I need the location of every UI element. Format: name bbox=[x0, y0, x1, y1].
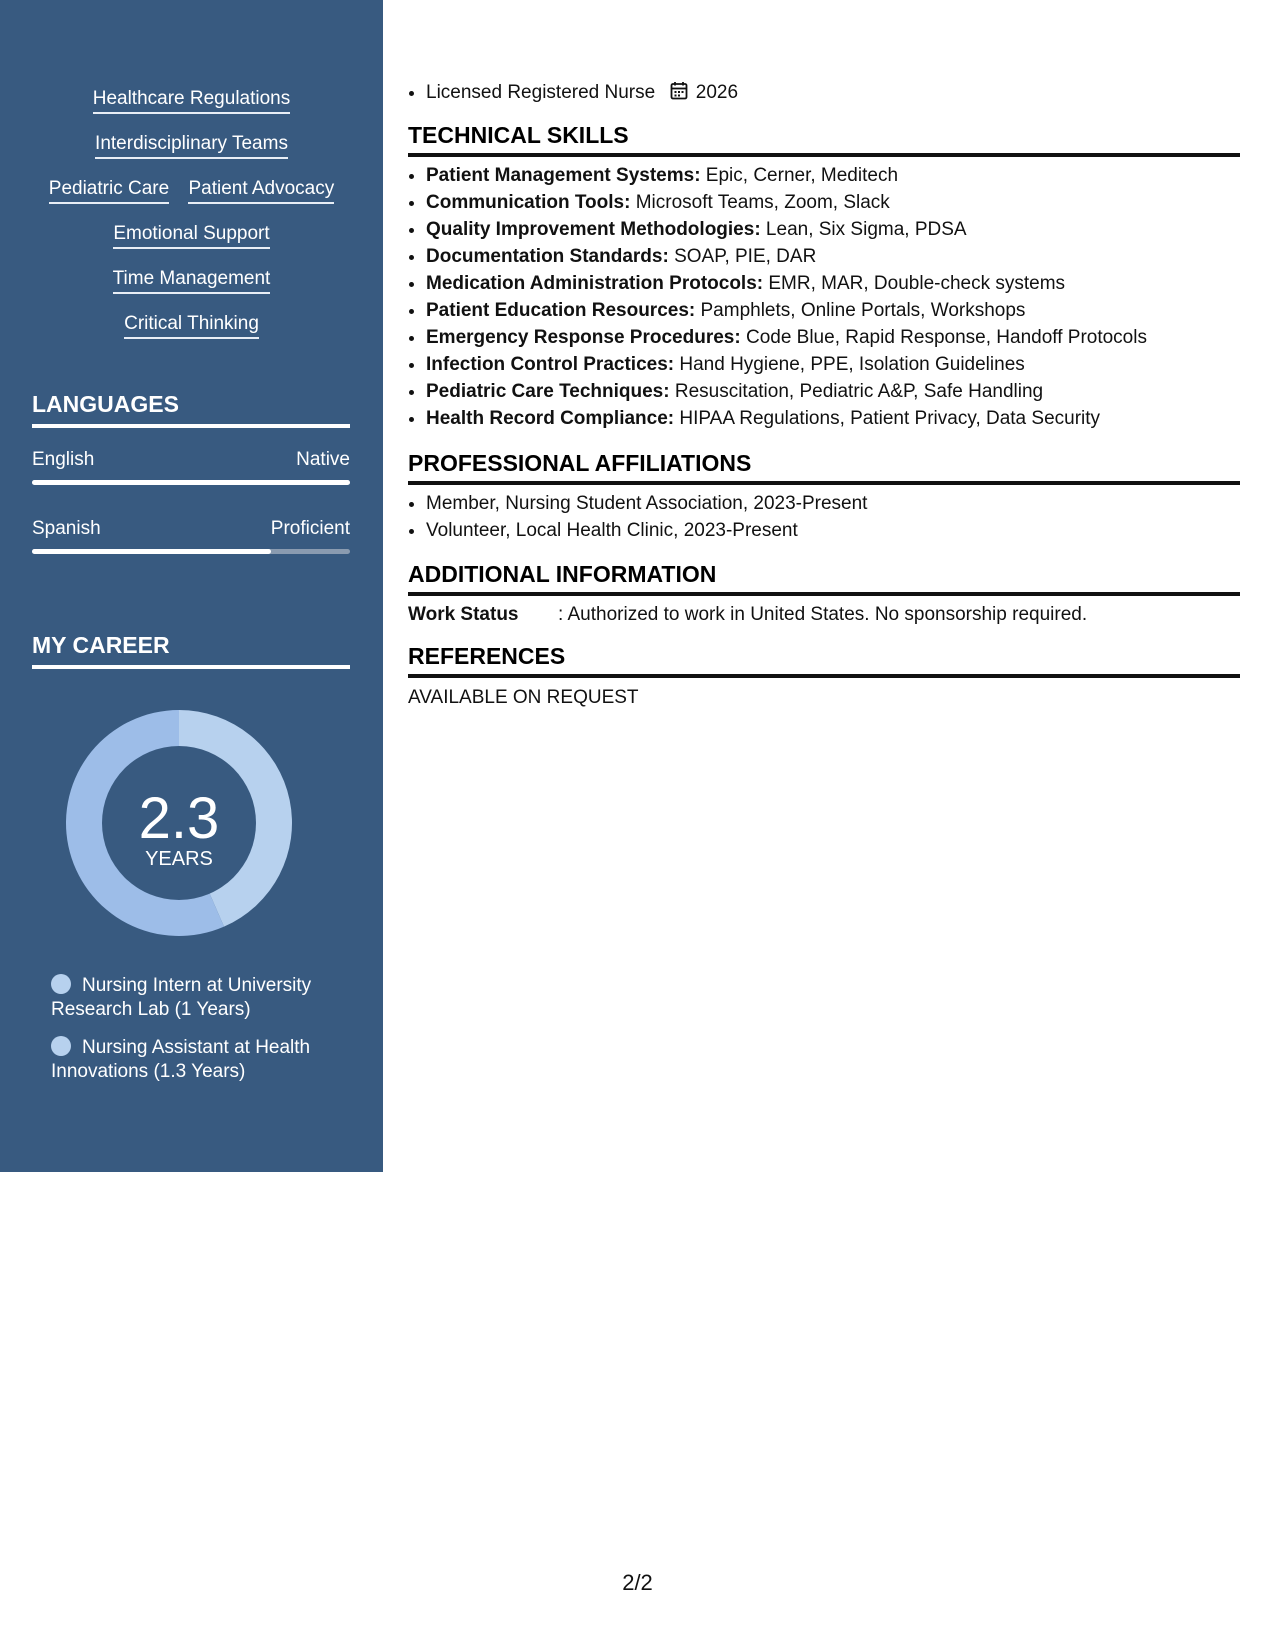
language-bar bbox=[32, 480, 350, 485]
skill-label: Documentation Standards: bbox=[426, 246, 669, 267]
career-heading: MY CAREER bbox=[32, 632, 350, 669]
language-bar-fill bbox=[32, 549, 271, 554]
sidebar bbox=[0, 0, 383, 1172]
skill-label: Emergency Response Procedures: bbox=[426, 327, 741, 348]
skill-value: SOAP, PIE, DAR bbox=[668, 246, 817, 267]
legend-dot-icon bbox=[51, 974, 71, 994]
skill-value: EMR, MAR, Double-check systems bbox=[763, 273, 1066, 294]
skill-tag: Pediatric Care bbox=[49, 178, 169, 204]
license-year: 2026 bbox=[695, 82, 739, 103]
skill-value: Pamphlets, Online Portals, Workshops bbox=[695, 300, 1026, 321]
skill-tag: Patient Advocacy bbox=[188, 178, 334, 204]
work-status-label: Work Status bbox=[408, 604, 519, 625]
license-text: Licensed Registered Nurse bbox=[426, 82, 656, 103]
technical-skill-item bbox=[426, 162, 1246, 189]
additional-info-heading: ADDITIONAL INFORMATION bbox=[408, 561, 1240, 596]
career-legend-label: Nursing Assistant at Health Innovations (1.3 Years) bbox=[51, 1037, 311, 1082]
technical-skill-item bbox=[426, 324, 1246, 351]
license-item bbox=[426, 79, 1246, 106]
skill-value: Lean, Six Sigma, PDSA bbox=[760, 219, 967, 240]
skill-value: Microsoft Teams, Zoom, Slack bbox=[630, 192, 890, 213]
skill-row bbox=[0, 223, 383, 249]
skill-row bbox=[0, 88, 383, 114]
career-legend-item bbox=[51, 974, 341, 1022]
career-total: 2.3 bbox=[138, 786, 220, 851]
affiliation-item: • Member, Nursing Student Association, 2023-Present bbox=[426, 490, 1246, 517]
page-number: 2/2 bbox=[622, 1570, 653, 1595]
technical-skill-item bbox=[426, 405, 1246, 432]
language-bar-fill bbox=[32, 480, 350, 485]
skill-row bbox=[0, 268, 383, 294]
language-name: Spanish bbox=[32, 518, 101, 539]
work-status-row bbox=[408, 601, 1240, 628]
skill-row bbox=[0, 313, 383, 339]
language-bar bbox=[32, 549, 350, 554]
affiliation-item: • Volunteer, Local Health Clinic, 2023-Present bbox=[426, 517, 1246, 544]
language-level: Proficient bbox=[270, 518, 350, 539]
skill-label: Quality Improvement Methodologies: bbox=[426, 219, 761, 240]
technical-skill-item bbox=[426, 351, 1246, 378]
career-donut-chart bbox=[64, 708, 294, 938]
skill-value: HIPAA Regulations, Patient Privacy, Data Security bbox=[674, 408, 1101, 429]
technical-skills-list bbox=[408, 162, 1246, 432]
skill-row bbox=[0, 133, 383, 159]
career-unit: YEARS bbox=[145, 848, 213, 870]
skill-value: Epic, Cerner, Meditech bbox=[700, 165, 899, 186]
skill-value: Resuscitation, Pediatric A&P, Safe Handling bbox=[669, 381, 1044, 402]
skill-label: Patient Education Resources: bbox=[426, 300, 696, 321]
skill-tag: Emotional Support bbox=[113, 223, 269, 249]
technical-skill-item bbox=[426, 243, 1246, 270]
skill-tag: Interdisciplinary Teams bbox=[95, 133, 288, 159]
legend-dot-icon bbox=[51, 1036, 71, 1056]
language-name: English bbox=[32, 449, 95, 470]
references-text: AVAILABLE ON REQUEST bbox=[408, 687, 639, 708]
affiliations-heading: PROFESSIONAL AFFILIATIONS bbox=[408, 450, 1240, 485]
license-list bbox=[408, 79, 1246, 106]
skill-label: Communication Tools: bbox=[426, 192, 631, 213]
references-heading: REFERENCES bbox=[408, 643, 1240, 678]
skill-label: Health Record Compliance: bbox=[426, 408, 675, 429]
technical-skill-item bbox=[426, 189, 1246, 216]
technical-skill-item bbox=[426, 216, 1246, 243]
skill-tag: Critical Thinking bbox=[124, 313, 259, 339]
languages-heading: LANGUAGES bbox=[32, 391, 350, 428]
skill-label: Infection Control Practices: bbox=[426, 354, 675, 375]
skill-tag: Time Management bbox=[113, 268, 271, 294]
technical-skill-item bbox=[426, 297, 1246, 324]
skill-label: Patient Management Systems: bbox=[426, 165, 701, 186]
technical-skill-item bbox=[426, 378, 1246, 405]
skill-row bbox=[0, 178, 383, 204]
skill-label: Medication Administration Protocols: bbox=[426, 273, 764, 294]
career-legend-label: Nursing Intern at University Research Lab (1 Years) bbox=[51, 975, 312, 1020]
skill-value: Hand Hygiene, PPE, Isolation Guidelines bbox=[674, 354, 1025, 375]
work-status-value: : Authorized to work in United States. No sponsorship required. bbox=[558, 604, 1088, 625]
language-level: Native bbox=[296, 449, 350, 470]
skill-tag: Healthcare Regulations bbox=[93, 88, 291, 114]
affiliations-list bbox=[408, 490, 1246, 544]
skill-label: Pediatric Care Techniques: bbox=[426, 381, 670, 402]
skill-value: Code Blue, Rapid Response, Handoff Protocols bbox=[740, 327, 1147, 348]
career-legend-item bbox=[51, 1036, 341, 1084]
technical-skills-heading: TECHNICAL SKILLS bbox=[408, 122, 1240, 157]
technical-skill-item bbox=[426, 270, 1246, 297]
calendar-icon bbox=[670, 81, 688, 100]
